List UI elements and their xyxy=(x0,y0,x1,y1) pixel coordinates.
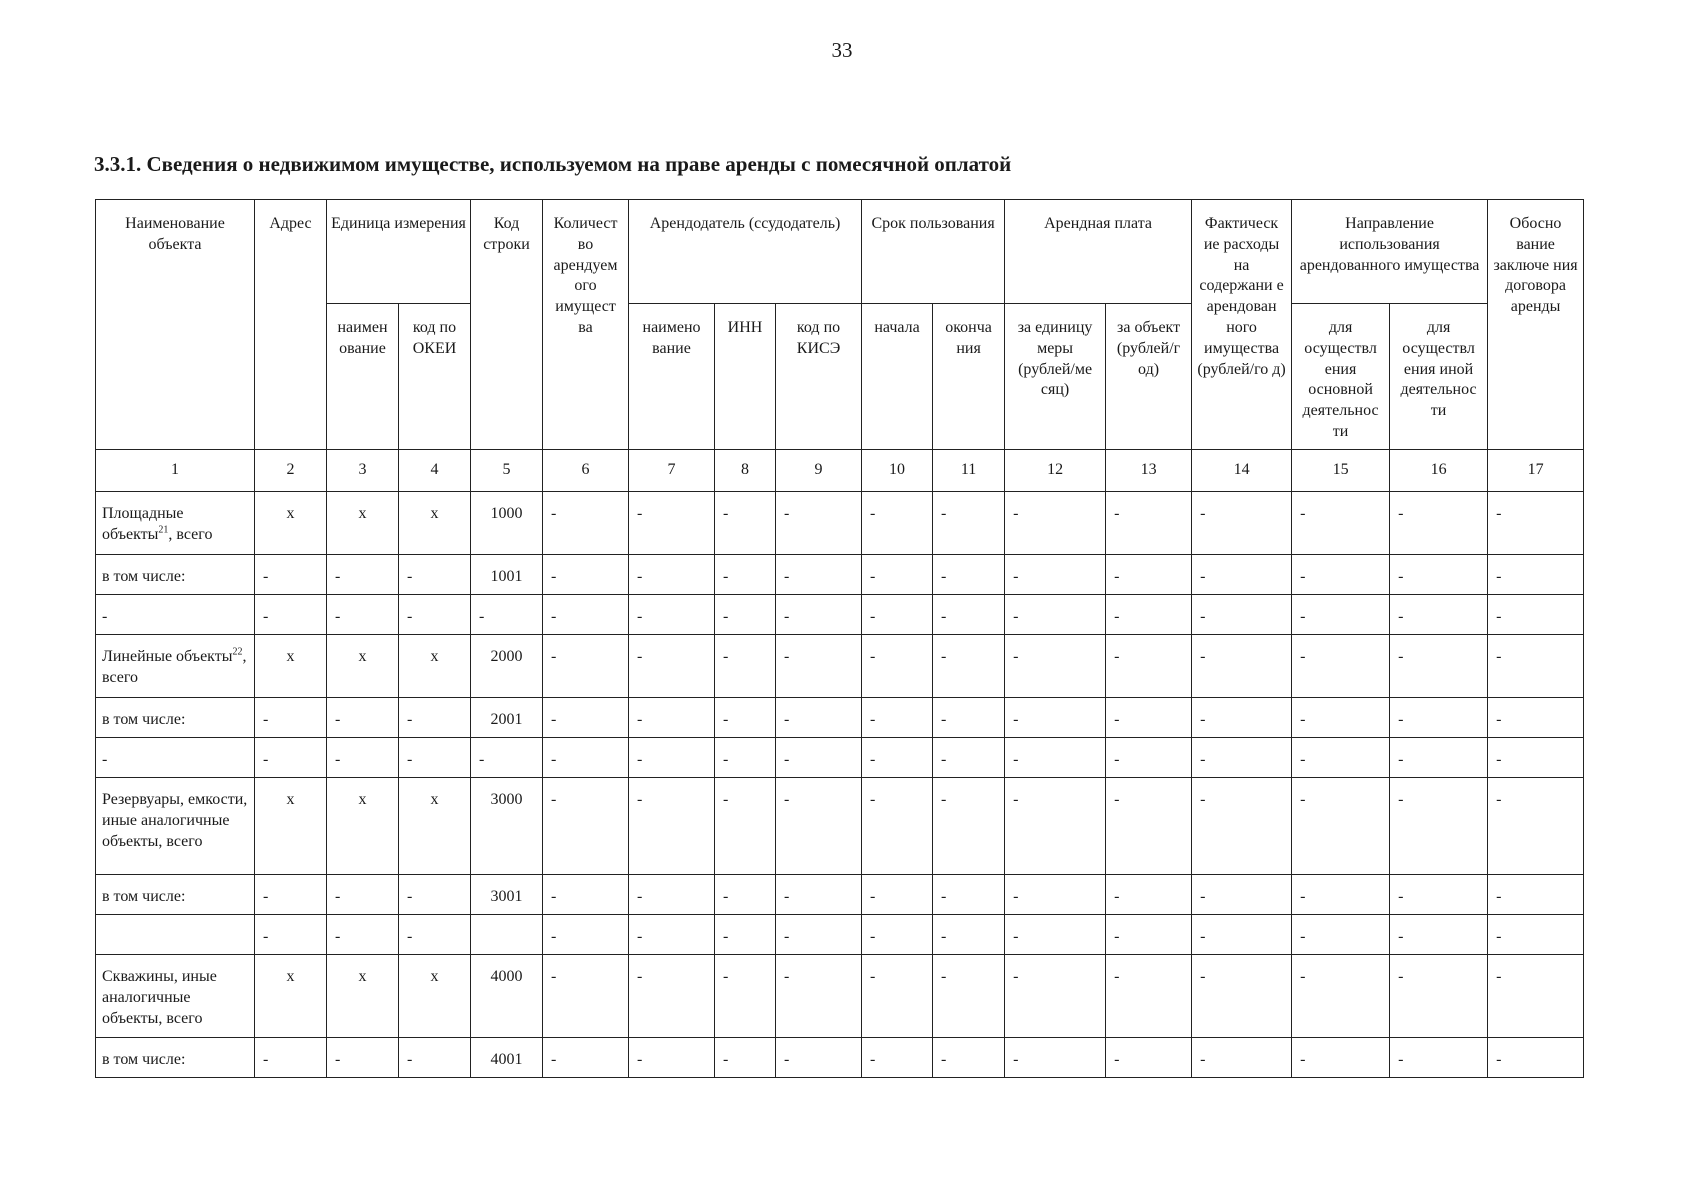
value-cell-col-13: - xyxy=(1106,595,1192,635)
object-name: в том числе: xyxy=(102,1051,186,1068)
value-cell-col-16: - xyxy=(1390,955,1488,1038)
value-cell-col-17: - xyxy=(1488,955,1584,1038)
address-cell: x xyxy=(255,492,327,555)
value-cell-col-15: - xyxy=(1292,955,1390,1038)
value-cell-col-15: - xyxy=(1292,492,1390,555)
value-cell-col-16: - xyxy=(1390,698,1488,738)
value-cell-col-10: - xyxy=(862,635,933,698)
value-cell-col-17: - xyxy=(1488,778,1584,875)
row-code-cell: 1000 xyxy=(471,492,543,555)
address-cell: - xyxy=(255,555,327,595)
value-cell-col-13: - xyxy=(1106,698,1192,738)
value-cell-col-15: - xyxy=(1292,915,1390,955)
value-cell-col-16: - xyxy=(1390,1038,1488,1078)
column-numbers-row xyxy=(96,450,1584,492)
row-code-cell: 2000 xyxy=(471,635,543,698)
value-cell-col-8: - xyxy=(715,955,776,1038)
table-row xyxy=(96,875,1584,915)
value-cell-col-11: - xyxy=(933,492,1005,555)
value-cell-col-16: - xyxy=(1390,915,1488,955)
value-cell-col-10: - xyxy=(862,555,933,595)
table-row xyxy=(96,1038,1584,1078)
value-cell-col-7: - xyxy=(629,778,715,875)
column-number: 11 xyxy=(933,450,1005,492)
unit-okei-cell: x xyxy=(399,778,471,875)
column-number: 6 xyxy=(543,450,629,492)
value-cell-col-10: - xyxy=(862,1038,933,1078)
value-cell-col-6: - xyxy=(543,915,629,955)
table-row xyxy=(96,915,1584,955)
value-cell-col-15: - xyxy=(1292,1038,1390,1078)
header-rent: Арендная плата xyxy=(1005,200,1192,304)
value-cell-col-10: - xyxy=(862,492,933,555)
header-lessor: Арендодатель (ссудодатель) xyxy=(629,200,862,304)
value-cell-col-13: - xyxy=(1106,492,1192,555)
table-row xyxy=(96,595,1584,635)
value-cell-col-12: - xyxy=(1005,555,1106,595)
value-cell-col-8: - xyxy=(715,492,776,555)
value-cell-col-10: - xyxy=(862,915,933,955)
value-cell-col-6: - xyxy=(543,595,629,635)
value-cell-col-11: - xyxy=(933,1038,1005,1078)
value-cell-col-14: - xyxy=(1192,635,1292,698)
table-row xyxy=(96,492,1584,555)
value-cell-col-9: - xyxy=(776,595,862,635)
object-name: в том числе: xyxy=(102,888,186,905)
value-cell-col-14: - xyxy=(1192,778,1292,875)
unit-name-cell: - xyxy=(327,1038,399,1078)
value-cell-col-15: - xyxy=(1292,875,1390,915)
table-row xyxy=(96,698,1584,738)
value-cell-col-13: - xyxy=(1106,635,1192,698)
value-cell-col-12: - xyxy=(1005,875,1106,915)
object-name-cell xyxy=(96,738,255,778)
value-cell-col-14: - xyxy=(1192,555,1292,595)
column-number: 15 xyxy=(1292,450,1390,492)
value-cell-col-15: - xyxy=(1292,635,1390,698)
unit-name-cell: - xyxy=(327,738,399,778)
value-cell-col-11: - xyxy=(933,778,1005,875)
value-cell-col-8: - xyxy=(715,778,776,875)
object-name-cell xyxy=(96,698,255,738)
value-cell-col-15: - xyxy=(1292,698,1390,738)
header-unit: Единица измерения xyxy=(327,200,471,304)
value-cell-col-17: - xyxy=(1488,635,1584,698)
value-cell-col-7: - xyxy=(629,635,715,698)
value-cell-col-7: - xyxy=(629,875,715,915)
value-cell-col-11: - xyxy=(933,555,1005,595)
page-number: 33 xyxy=(831,38,853,62)
header-lessor-kise: код по КИСЭ xyxy=(776,304,862,450)
unit-okei-cell: x xyxy=(399,635,471,698)
value-cell-col-15: - xyxy=(1292,555,1390,595)
object-name-suffix: , всего xyxy=(168,525,213,543)
value-cell-col-6: - xyxy=(543,635,629,698)
value-cell-col-7: - xyxy=(629,955,715,1038)
value-cell-col-9: - xyxy=(776,555,862,595)
header-unit-name: наимен ование xyxy=(327,304,399,450)
value-cell-col-6: - xyxy=(543,1038,629,1078)
header-name: Наименование объекта xyxy=(96,200,255,450)
value-cell-col-14: - xyxy=(1192,955,1292,1038)
row-code-cell: 1001 xyxy=(471,555,543,595)
unit-okei-cell: - xyxy=(399,555,471,595)
column-number: 14 xyxy=(1192,450,1292,492)
object-name-cell xyxy=(96,635,255,698)
value-cell-col-17: - xyxy=(1488,915,1584,955)
value-cell-col-14: - xyxy=(1192,595,1292,635)
column-number: 2 xyxy=(255,450,327,492)
unit-name-cell: x xyxy=(327,492,399,555)
address-cell: x xyxy=(255,635,327,698)
section-title: 3.3.1. Сведения о недвижимом имуществе, используемом на праве аренды с помесячной оплатой xyxy=(94,152,1012,176)
header-usage: Направление использования арендованного имущества xyxy=(1292,200,1488,304)
header-address: Адрес xyxy=(255,200,327,450)
header-row-1 xyxy=(96,200,1584,304)
value-cell-col-16: - xyxy=(1390,492,1488,555)
value-cell-col-11: - xyxy=(933,875,1005,915)
value-cell-col-16: - xyxy=(1390,738,1488,778)
value-cell-col-16: - xyxy=(1390,595,1488,635)
header-lessor-inn: ИНН xyxy=(715,304,776,450)
header-usage-main: для осуществл ения основной деятельнос ти xyxy=(1292,304,1390,450)
value-cell-col-13: - xyxy=(1106,955,1192,1038)
value-cell-col-9: - xyxy=(776,915,862,955)
object-name: в том числе: xyxy=(102,568,186,585)
column-number: 17 xyxy=(1488,450,1584,492)
header-usage-other: для осуществл ения иной деятельнос ти xyxy=(1390,304,1488,450)
value-cell-col-9: - xyxy=(776,778,862,875)
column-number: 10 xyxy=(862,450,933,492)
header-justification: Обосно вание заключе ния договора аренды xyxy=(1488,200,1584,450)
column-number: 3 xyxy=(327,450,399,492)
row-code-cell: 4000 xyxy=(471,955,543,1038)
header-rent-object: за объект (рублей/г од) xyxy=(1106,304,1192,450)
object-name-cell xyxy=(96,595,255,635)
row-code-cell: - xyxy=(471,595,543,635)
value-cell-col-7: - xyxy=(629,738,715,778)
value-cell-col-8: - xyxy=(715,595,776,635)
value-cell-col-11: - xyxy=(933,698,1005,738)
table-row xyxy=(96,738,1584,778)
address-cell: x xyxy=(255,778,327,875)
value-cell-col-10: - xyxy=(862,778,933,875)
unit-okei-cell: - xyxy=(399,698,471,738)
value-cell-col-10: - xyxy=(862,595,933,635)
unit-okei-cell: - xyxy=(399,595,471,635)
address-cell: - xyxy=(255,875,327,915)
value-cell-col-12: - xyxy=(1005,635,1106,698)
address-cell: - xyxy=(255,1038,327,1078)
unit-name-cell: - xyxy=(327,698,399,738)
column-number: 7 xyxy=(629,450,715,492)
value-cell-col-14: - xyxy=(1192,738,1292,778)
header-term-start: начала xyxy=(862,304,933,450)
value-cell-col-9: - xyxy=(776,875,862,915)
header-term: Срок пользования xyxy=(862,200,1005,304)
address-cell: x xyxy=(255,955,327,1038)
column-number: 9 xyxy=(776,450,862,492)
value-cell-col-17: - xyxy=(1488,1038,1584,1078)
value-cell-col-11: - xyxy=(933,915,1005,955)
value-cell-col-8: - xyxy=(715,875,776,915)
header-quantity: Количест во арендуем ого имущест ва xyxy=(543,200,629,450)
column-number: 8 xyxy=(715,450,776,492)
unit-name-cell: x xyxy=(327,635,399,698)
property-lease-table xyxy=(95,199,1584,1078)
value-cell-col-17: - xyxy=(1488,875,1584,915)
address-cell: - xyxy=(255,698,327,738)
value-cell-col-8: - xyxy=(715,1038,776,1078)
value-cell-col-12: - xyxy=(1005,778,1106,875)
unit-okei-cell: - xyxy=(399,875,471,915)
object-name: Резервуары, емкости, иные аналогичные объекты, всего xyxy=(102,791,248,850)
row-code-cell xyxy=(471,915,543,955)
column-number: 13 xyxy=(1106,450,1192,492)
value-cell-col-12: - xyxy=(1005,1038,1106,1078)
value-cell-col-9: - xyxy=(776,635,862,698)
header-lessor-name: наимено вание xyxy=(629,304,715,450)
value-cell-col-10: - xyxy=(862,738,933,778)
row-code-cell: 4001 xyxy=(471,1038,543,1078)
value-cell-col-8: - xyxy=(715,738,776,778)
value-cell-col-17: - xyxy=(1488,595,1584,635)
unit-okei-cell: x xyxy=(399,492,471,555)
value-cell-col-13: - xyxy=(1106,555,1192,595)
value-cell-col-17: - xyxy=(1488,738,1584,778)
value-cell-col-10: - xyxy=(862,698,933,738)
unit-name-cell: x xyxy=(327,955,399,1038)
value-cell-col-7: - xyxy=(629,915,715,955)
value-cell-col-15: - xyxy=(1292,778,1390,875)
value-cell-col-15: - xyxy=(1292,595,1390,635)
value-cell-col-13: - xyxy=(1106,738,1192,778)
value-cell-col-6: - xyxy=(543,738,629,778)
unit-okei-cell: - xyxy=(399,1038,471,1078)
object-name: - xyxy=(102,608,108,625)
footnote-ref: 22 xyxy=(232,646,243,658)
object-name: Линейные объекты xyxy=(102,648,233,665)
address-cell: - xyxy=(255,738,327,778)
value-cell-col-13: - xyxy=(1106,1038,1192,1078)
value-cell-col-8: - xyxy=(715,635,776,698)
value-cell-col-13: - xyxy=(1106,915,1192,955)
value-cell-col-10: - xyxy=(862,875,933,915)
object-name-cell xyxy=(96,915,255,955)
unit-okei-cell: x xyxy=(399,955,471,1038)
unit-name-cell: x xyxy=(327,778,399,875)
value-cell-col-7: - xyxy=(629,1038,715,1078)
value-cell-col-8: - xyxy=(715,698,776,738)
column-number: 16 xyxy=(1390,450,1488,492)
object-name-cell xyxy=(96,955,255,1038)
value-cell-col-12: - xyxy=(1005,955,1106,1038)
object-name-cell xyxy=(96,1038,255,1078)
value-cell-col-15: - xyxy=(1292,738,1390,778)
value-cell-col-6: - xyxy=(543,698,629,738)
object-name-cell xyxy=(96,492,255,555)
value-cell-col-11: - xyxy=(933,955,1005,1038)
value-cell-col-6: - xyxy=(543,875,629,915)
row-code-cell: 2001 xyxy=(471,698,543,738)
value-cell-col-7: - xyxy=(629,555,715,595)
unit-name-cell: - xyxy=(327,875,399,915)
value-cell-col-16: - xyxy=(1390,875,1488,915)
value-cell-col-9: - xyxy=(776,955,862,1038)
unit-name-cell: - xyxy=(327,915,399,955)
footnote-ref: 21 xyxy=(158,524,169,536)
value-cell-col-16: - xyxy=(1390,778,1488,875)
value-cell-col-14: - xyxy=(1192,875,1292,915)
value-cell-col-7: - xyxy=(629,698,715,738)
value-cell-col-8: - xyxy=(715,555,776,595)
value-cell-col-6: - xyxy=(543,955,629,1038)
object-name-suffix: , всего xyxy=(102,648,247,686)
value-cell-col-12: - xyxy=(1005,698,1106,738)
value-cell-col-6: - xyxy=(543,555,629,595)
address-cell: - xyxy=(255,915,327,955)
value-cell-col-6: - xyxy=(543,492,629,555)
header-actual-costs: Фактическ ие расходы на содержани е арендован ного имущества (рублей/го д) xyxy=(1192,200,1292,450)
value-cell-col-13: - xyxy=(1106,778,1192,875)
unit-okei-cell: - xyxy=(399,738,471,778)
value-cell-col-11: - xyxy=(933,595,1005,635)
value-cell-col-14: - xyxy=(1192,1038,1292,1078)
value-cell-col-9: - xyxy=(776,698,862,738)
column-number: 1 xyxy=(96,450,255,492)
value-cell-col-7: - xyxy=(629,492,715,555)
value-cell-col-12: - xyxy=(1005,492,1106,555)
unit-okei-cell: - xyxy=(399,915,471,955)
unit-name-cell: - xyxy=(327,555,399,595)
object-name-cell xyxy=(96,555,255,595)
value-cell-col-17: - xyxy=(1488,555,1584,595)
row-code-cell: - xyxy=(471,738,543,778)
value-cell-col-14: - xyxy=(1192,915,1292,955)
address-cell: - xyxy=(255,595,327,635)
object-name: - xyxy=(102,751,108,768)
header-term-end: оконча ния xyxy=(933,304,1005,450)
value-cell-col-13: - xyxy=(1106,875,1192,915)
value-cell-col-12: - xyxy=(1005,595,1106,635)
value-cell-col-9: - xyxy=(776,738,862,778)
value-cell-col-11: - xyxy=(933,738,1005,778)
value-cell-col-8: - xyxy=(715,915,776,955)
value-cell-col-16: - xyxy=(1390,635,1488,698)
value-cell-col-17: - xyxy=(1488,492,1584,555)
header-row-code: Код строки xyxy=(471,200,543,450)
row-code-cell: 3001 xyxy=(471,875,543,915)
row-code-cell: 3000 xyxy=(471,778,543,875)
value-cell-col-12: - xyxy=(1005,915,1106,955)
column-number: 4 xyxy=(399,450,471,492)
object-name-cell xyxy=(96,875,255,915)
value-cell-col-14: - xyxy=(1192,698,1292,738)
value-cell-col-9: - xyxy=(776,1038,862,1078)
object-name: в том числе: xyxy=(102,711,186,728)
table-row xyxy=(96,778,1584,875)
value-cell-col-16: - xyxy=(1390,555,1488,595)
object-name-cell xyxy=(96,778,255,875)
value-cell-col-7: - xyxy=(629,595,715,635)
value-cell-col-14: - xyxy=(1192,492,1292,555)
table-row xyxy=(96,555,1584,595)
value-cell-col-17: - xyxy=(1488,698,1584,738)
value-cell-col-6: - xyxy=(543,778,629,875)
value-cell-col-12: - xyxy=(1005,738,1106,778)
value-cell-col-10: - xyxy=(862,955,933,1038)
object-name: Площадные объекты xyxy=(102,505,184,543)
unit-name-cell: - xyxy=(327,595,399,635)
table-row xyxy=(96,635,1584,698)
table-row xyxy=(96,955,1584,1038)
header-unit-okei: код по ОКЕИ xyxy=(399,304,471,450)
column-number: 12 xyxy=(1005,450,1106,492)
header-rent-unit: за единицу меры (рублей/ме сяц) xyxy=(1005,304,1106,450)
value-cell-col-9: - xyxy=(776,492,862,555)
column-number: 5 xyxy=(471,450,543,492)
value-cell-col-11: - xyxy=(933,635,1005,698)
object-name: Скважины, иные аналогичные объекты, всего xyxy=(102,968,217,1027)
